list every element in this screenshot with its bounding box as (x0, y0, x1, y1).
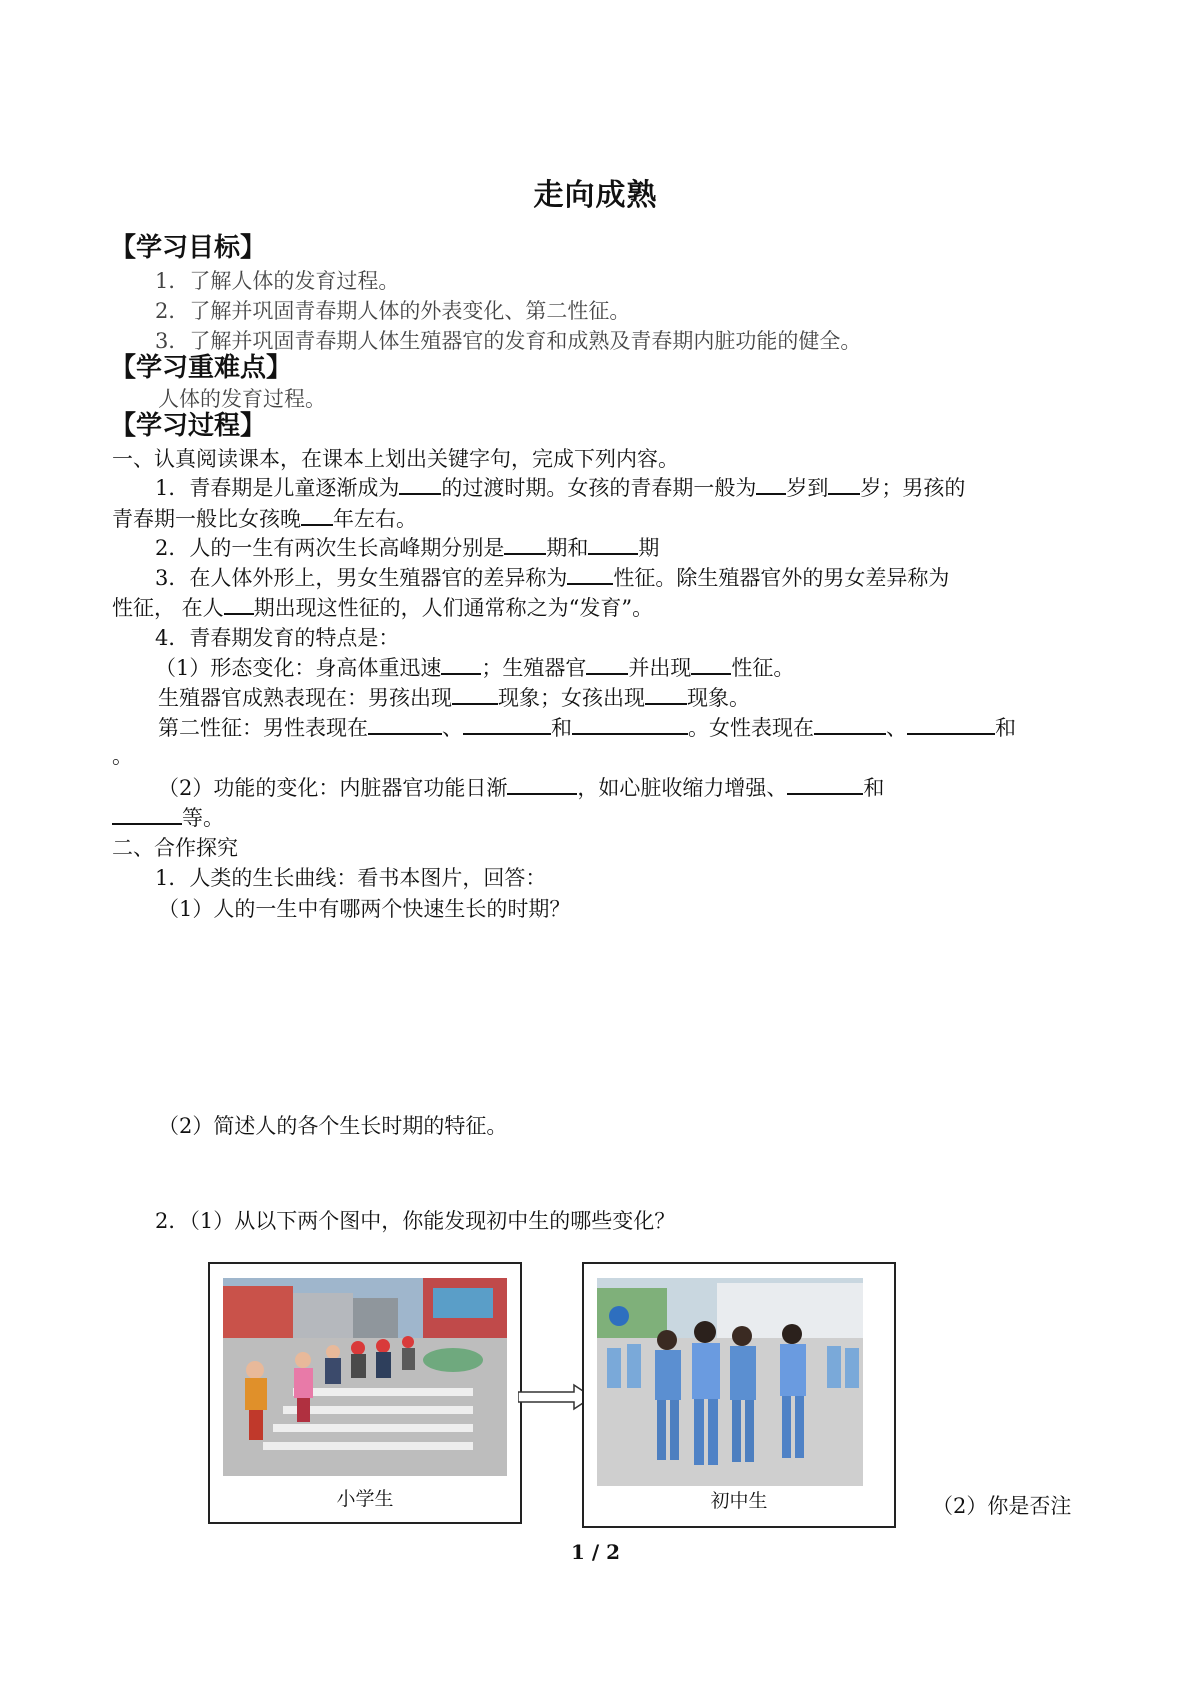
q4-text: ；生殖器官 (481, 656, 587, 680)
q4-text: 和 (863, 776, 885, 800)
primary-students-figure (208, 1262, 522, 1524)
middle-school-students-figure (582, 1262, 896, 1528)
q4-text: 和 (551, 716, 572, 740)
fill-blank[interactable] (507, 773, 577, 795)
q1-text: 年左右。 (333, 507, 417, 531)
key-points-heading: 【学习重难点】 (110, 353, 293, 383)
q4-text: ，如心脏收缩力增强、 (577, 776, 788, 800)
q1-text: 青春期一般比女孩晚 (112, 507, 301, 531)
part1-intro: 一、认真阅读课本，在课本上划出关键字句，完成下列内容。 (112, 447, 679, 471)
fill-blank[interactable] (441, 653, 481, 675)
question-1-line (155, 472, 965, 504)
q4-text: 并出现 (628, 656, 692, 680)
part2-question-2: 2．（1）从以下两个图中，你能发现初中生的哪些变化？ (155, 1209, 676, 1233)
fill-blank[interactable] (588, 533, 638, 555)
q3-text: 性征。除生殖器官外的男女差异称为 (613, 566, 950, 590)
question-4-2-line (158, 682, 750, 714)
question-4-line: 4．青春期发育的特点是： (155, 626, 400, 650)
fill-blank[interactable] (301, 504, 333, 526)
question-4-4-line (158, 772, 884, 804)
q1-text: 的过渡时期。女孩的青春期一般为 (441, 476, 757, 500)
question-1-line-2 (112, 503, 417, 535)
q4-text: 现象。 (687, 686, 750, 710)
fill-blank[interactable] (907, 713, 995, 735)
fill-blank[interactable] (504, 533, 546, 555)
fill-blank[interactable] (368, 713, 442, 735)
question-3-line-2 (112, 592, 653, 624)
fill-blank[interactable] (452, 683, 498, 705)
part2-heading: 二、合作探究 (112, 836, 238, 860)
fill-blank[interactable] (399, 473, 441, 495)
page-title: 走向成熟 (533, 178, 658, 213)
q4-text: （1）形态变化：身高体重迅速 (155, 656, 442, 680)
part2-question-1: 1．人类的生长曲线：看书本图片，回答： (155, 866, 547, 890)
question-4-4-line-2 (112, 802, 224, 834)
q2-text: 期 (638, 536, 660, 560)
fill-blank[interactable] (787, 773, 863, 795)
fill-blank[interactable] (463, 713, 551, 735)
question-2-line (155, 532, 659, 564)
q1-text: 岁；男孩的 (860, 476, 966, 500)
objective-item: 2．了解并巩固青春期人体的外表变化、第二性征。 (155, 299, 631, 323)
q4-text: 第二性征：男性表现在 (158, 716, 368, 740)
process-heading: 【学习过程】 (110, 411, 267, 441)
q4-text: 性征。 (731, 656, 795, 680)
middle-school-students-caption: 初中生 (710, 1490, 768, 1512)
q3-text: 3．在人体外形上，男女生殖器官的差异称为 (155, 566, 568, 590)
q2-text: 期和 (546, 536, 589, 560)
part2-question-1-1: （1）人的一生中有哪两个快速生长的时期？ (158, 897, 571, 921)
objective-item: 3．了解并巩固青春期人体生殖器官的发育和成熟及青春期内脏功能的健全。 (155, 329, 862, 353)
q4-text: 现象；女孩出现 (498, 686, 645, 710)
question-4-3-end: 。 (112, 744, 133, 768)
key-points-text: 人体的发育过程。 (158, 387, 326, 411)
q1-text: 1．青春期是儿童逐渐成为 (155, 476, 400, 500)
primary-students-caption: 小学生 (336, 1488, 394, 1510)
fill-blank[interactable] (112, 803, 182, 825)
fill-blank[interactable] (645, 683, 687, 705)
question-3-line (155, 562, 949, 594)
q4-text: 、 (886, 716, 907, 740)
objectives-heading: 【学习目标】 (110, 233, 267, 263)
q3-text: 性征， 在人 (112, 596, 224, 620)
q4-text: 等。 (182, 806, 224, 830)
q4-text: （2）功能的变化：内脏器官功能日渐 (158, 776, 508, 800)
q4-text: 、 (442, 716, 463, 740)
question-4-1-line (155, 652, 794, 684)
primary-students-photo (223, 1278, 507, 1476)
fill-blank[interactable] (567, 563, 613, 585)
q4-text: 生殖器官成熟表现在：男孩出现 (158, 686, 452, 710)
q2-text: 2．人的一生有两次生长高峰期分别是 (155, 536, 505, 560)
question-4-3-line (158, 712, 1016, 744)
page-number: 1 / 2 (570, 1540, 621, 1564)
q4-text: 和 (995, 716, 1016, 740)
q4-text: 。女性表现在 (688, 716, 814, 740)
q3-text: 期出现这性征的，人们通常称之为“发育”。 (253, 596, 654, 620)
fill-blank[interactable] (691, 653, 731, 675)
fill-blank[interactable] (828, 473, 860, 495)
fill-blank[interactable] (814, 713, 886, 735)
fill-blank[interactable] (756, 473, 786, 495)
fill-blank[interactable] (572, 713, 688, 735)
fill-blank[interactable] (224, 593, 254, 615)
objective-item: 1．了解人体的发育过程。 (155, 269, 400, 293)
fill-blank[interactable] (586, 653, 628, 675)
part2-question-1-2: （2）简述人的各个生长时期的特征。 (158, 1114, 508, 1138)
q1-text: 岁到 (786, 476, 829, 500)
middle-school-students-photo (597, 1278, 863, 1486)
part2-question-2-2: （2）你是否注 (932, 1494, 1072, 1518)
